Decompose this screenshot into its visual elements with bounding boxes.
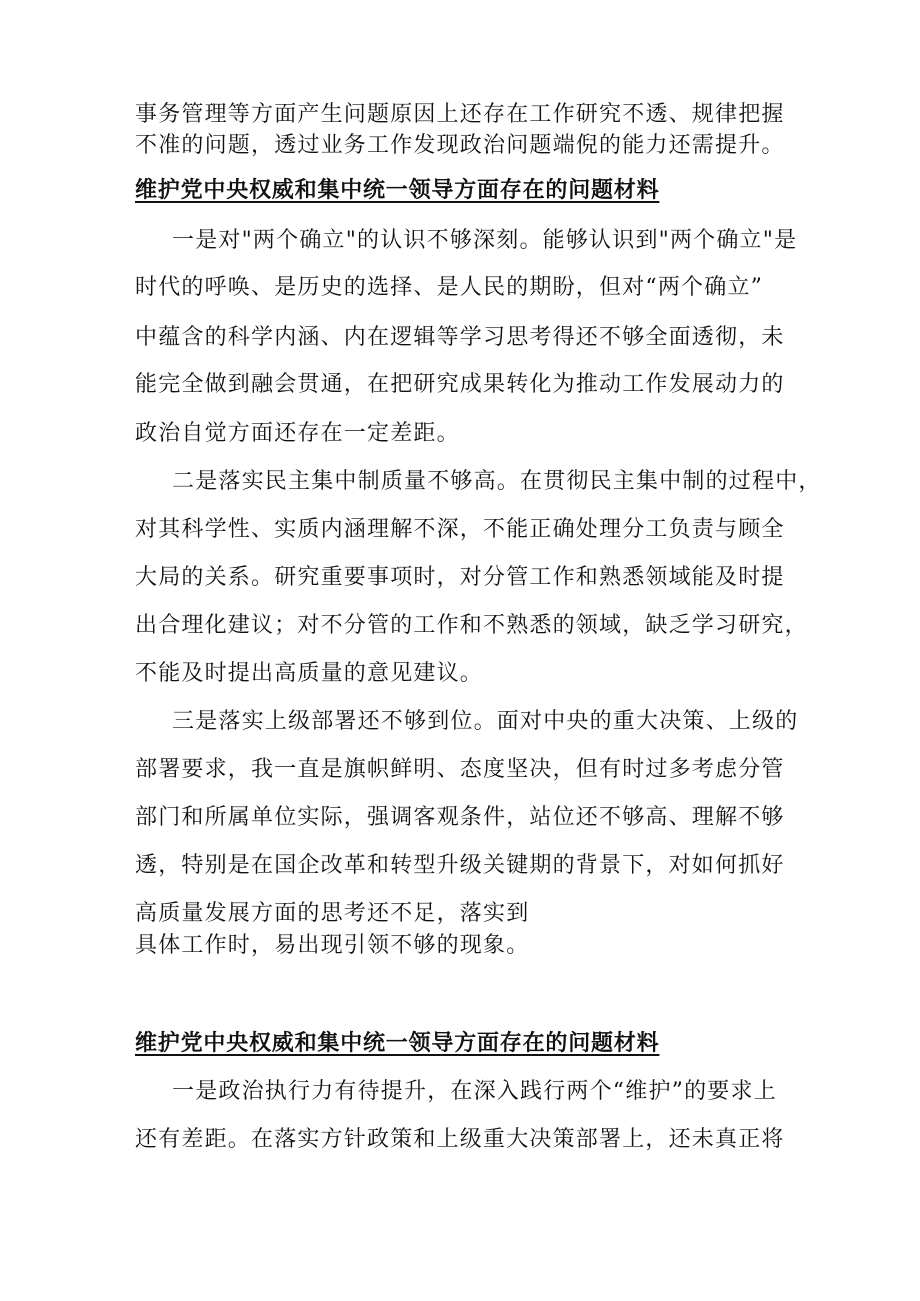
paragraph-line: 不能及时提出高质量的意见建议。 [135,661,484,686]
paragraph-line: 部署要求，我一直是旗帜鲜明、态度坚决，但有时过多考虑分管 [135,757,785,782]
paragraph-line: 一是政治执行力有待提升，在深入践行两个“维护”的要求上 [172,1079,777,1104]
intro-line: 事务管理等方面产生问题原因上还存在工作研究不透、规律把握 [135,102,785,127]
paragraph-line: 二是落实民主集中制质量不够高。在贯彻民主集中制的过程中， [172,469,822,494]
paragraph-line: 一是对"两个确立"的认识不够深刻。能够认识到"两个确立"是 [172,228,798,253]
paragraph-line: 具体工作时，易出现引领不够的现象。 [135,933,530,958]
paragraph-line: 大局的关系。研究重要事项时，对分管工作和熟悉领域能及时提 [135,565,785,590]
paragraph-line: 还有差距。在落实方针政策和上级重大决策部署上，还未真正将 [135,1127,785,1152]
paragraph-line: 时代的呼唤、是历史的选择、是人民的期盼，但对“两个确立” [135,275,764,300]
paragraph-line: 政治自觉方面还存在一定差距。 [135,421,460,446]
paragraph-line: 出合理化建议；对不分管的工作和不熟悉的领域，缺乏学习研究， [135,613,808,638]
paragraph-line: 部门和所属单位实际，强调客观条件，站位还不够高、理解不够 [135,805,785,830]
paragraph-line: 高质量发展方面的思考还不足，落实到 [135,901,530,926]
paragraph-line: 对其科学性、实质内涵理解不深，不能正确处理分工负责与顾全 [135,517,785,542]
section-heading: 维护党中央权威和集中统一领导方面存在的问题材料 [135,178,660,203]
paragraph-line: 三是落实上级部署还不够到位。面对中央的重大决策、上级的 [172,709,799,734]
paragraph-line: 中蕴含的科学内涵、内在逻辑等学习思考得还不够全面透彻，未 [135,325,785,350]
section-heading: 维护党中央权威和集中统一领导方面存在的问题材料 [135,1031,660,1056]
paragraph-line: 透，特别是在国企改革和转型升级关键期的背景下，对如何抓好 [135,853,785,878]
intro-line: 不准的问题，透过业务工作发现政治问题端倪的能力还需提升。 [135,133,785,158]
paragraph-line: 能完全做到融会贯通，在把研究成果转化为推动工作发展动力的 [135,372,785,397]
